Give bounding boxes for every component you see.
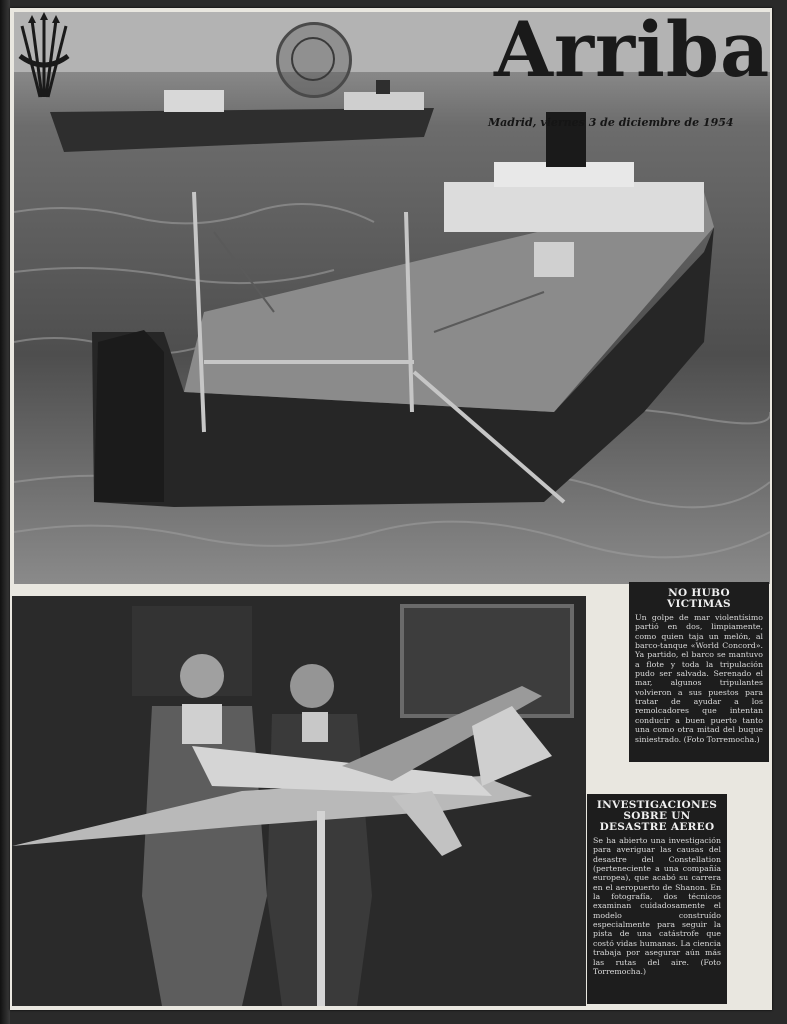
tanker-illustration [14, 12, 770, 584]
caption-air-disaster [587, 794, 727, 1004]
issue-dateline: Madrid, viernes 3 de diciembre de 1954 [488, 116, 734, 129]
caption-no-victims [629, 582, 769, 762]
technicians-illustration [12, 596, 586, 1006]
caption-body: Se ha abierto una investigación para averiguar las causas del desastre del Constellation (perteneciente a una compañía europea), que acabó su carrera en el aeropuerto de Shanon. En la fotografía, dos técnicos examinan cuidadosamente el modelo construído especialmente para seguir la pista de una catástrofe que costó vidas humanas. La ciencia trabaja por asegurar aún más las rutas del aire. (Foto Torremocha.) [593, 836, 721, 976]
book-spine [0, 0, 10, 1024]
library-stamp [276, 22, 352, 98]
caption-body: Un golpe de mar violentísimo partió en dos, limpiamente, como quien taja un melón, al barco-tanque «World Concord». Ya partido, el barco se mantuvo a flote y toda la tripulación pudo ser salvada. Serenado el mar, algunos tripulantes volvieron a sus puestos para tratar de ayudar a los remolcadores que intentan conducir a buen puerto tanto una como otra mitad del buque siniestrado. (Foto Torremocha.) [635, 613, 763, 744]
newspaper-masthead: Arriba [494, 12, 770, 94]
caption-title: NO HUBO VICTIMAS [667, 587, 731, 611]
top-photo-tanker [14, 12, 770, 584]
newspaper-page [10, 8, 772, 1010]
bottom-photo-technicians [12, 596, 586, 1006]
yoke-and-arrows-emblem [14, 12, 74, 102]
caption-title: INVESTIGACIONES SOBRE UN DESASTRE AEREO [596, 799, 718, 834]
